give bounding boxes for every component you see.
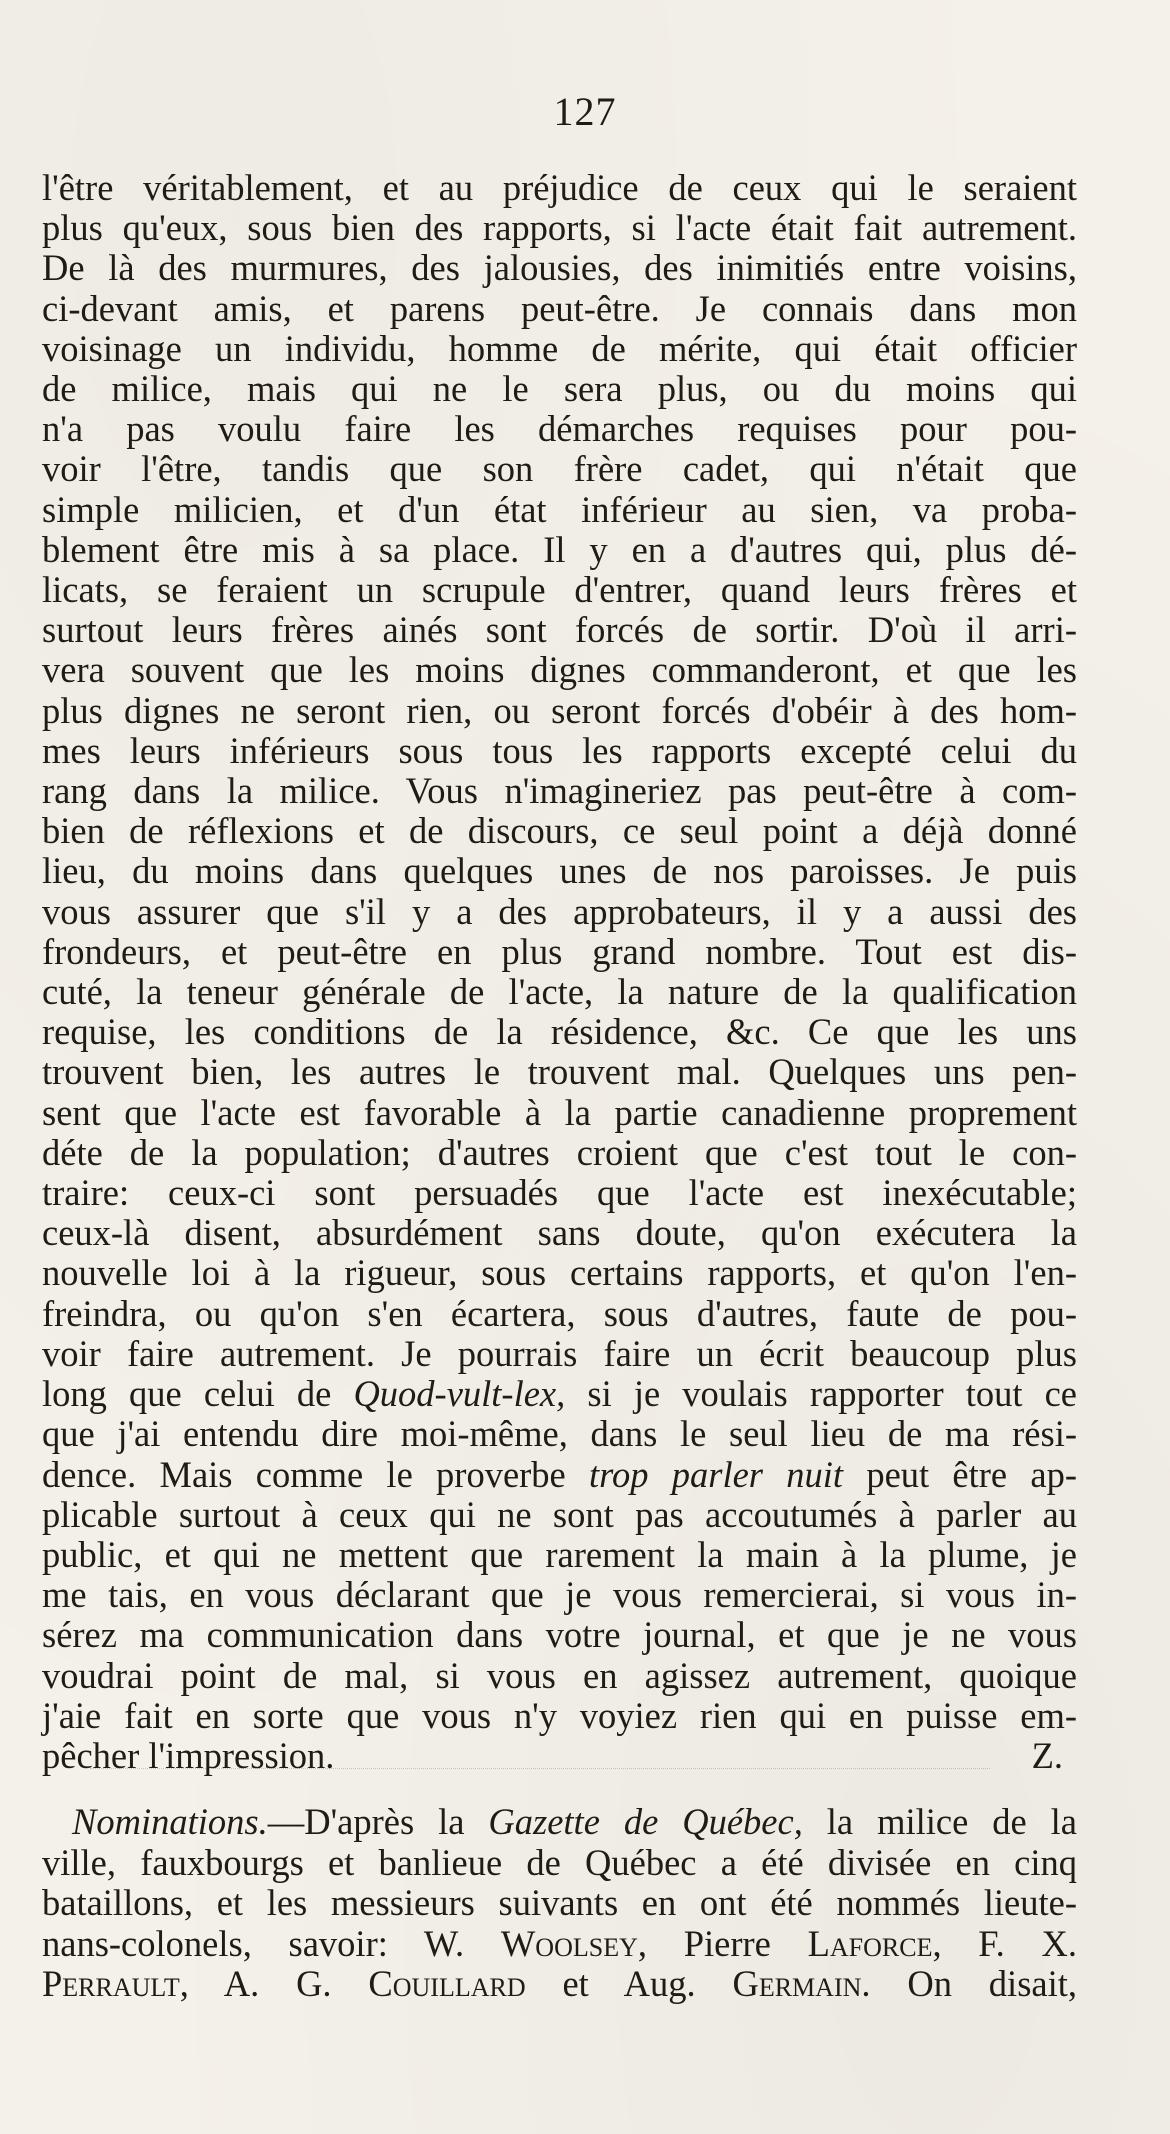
text-line: surtout leurs frères ainés sont forcés de sortir. D'où il arri- [42,609,1077,651]
text-fragment: peut être ap- [843,1453,1077,1495]
text-line: trouvent bien, les autres le trouvent mal. Quelques uns pen- [42,1051,1077,1093]
text-line [42,1802,1077,1843]
italic-proverb: trop parler nuit [589,1453,844,1495]
italic-title: Quod-vult-lex, [353,1373,566,1415]
person-name: Germain. [732,1963,871,2004]
text-line: bataillons, et les messieurs suivants en ont été nommés lieute- [42,1882,1077,1923]
text-line: frondeurs, et peut-être en plus grand nombre. Tout est dis- [42,930,1077,972]
text-line: j'aie fait en sorte que vous n'y voyiez rien qui en puisse em- [42,1694,1077,1736]
text-fragment: —D'après la [267,1801,489,1842]
text-line [42,1455,1077,1495]
section-divider [90,1768,990,1773]
text-line: plus dignes ne seront rien, ou seront forcés d'obéir à des hom- [42,689,1077,731]
text-line: voir l'être, tandis que son frère cadet, qui n'était que [42,448,1077,490]
person-name: Couillard [368,1963,526,2004]
text-line: freindra, ou qu'on s'en écartera, sous d'autres, faute de pou- [42,1292,1077,1334]
text-fragment: la milice de la [802,1801,1077,1842]
last-text-line: pêcher l'impression. [42,1734,335,1776]
person-name: Perrault, [42,1963,189,2004]
text-line [42,1924,1077,1965]
text-line: mes leurs inférieurs sous tous les rapports excepté celui du [42,729,1077,771]
text-line: voisinage un individu, homme de mérite, qui était officier [42,327,1077,369]
text-line: voudrai point de mal, si vous en agissez autrement, quoique [42,1654,1077,1696]
text-line: plicable surtout à ceux qui ne sont pas accoutumés à parler au [42,1493,1077,1535]
text-line: public, et qui ne mettent que rarement la main à la plume, je [42,1533,1077,1575]
text-line: lieu, du moins dans quelques unes de nos paroisses. Je puis [42,850,1077,892]
text-line: me tais, en vous déclarant que je vous remercierai, si vous in- [42,1574,1077,1616]
text-fragment: long que celui de [42,1373,354,1415]
text-line: blement être mis à sa place. Il y en a d'autres qui, plus dé- [42,528,1077,570]
text-fragment: dence. Mais comme le proverbe [42,1453,590,1495]
text-fragment: On disait, [870,1963,1078,2004]
text-fragment: et Aug. [525,1963,733,2004]
text-line: n'a pas voulu faire les démarches requises pour pou- [42,408,1077,450]
text-line: rang dans la milice. Vous n'imagineriez pas peut-être à com- [42,770,1077,812]
text-line: simple milicien, et d'un état inférieur au sien, va proba- [42,488,1077,530]
text-line: licats, se feraient un scrupule d'entrer, quand leurs frères et [42,569,1077,611]
page-number: 127 [553,89,617,134]
text-fragment: si je voulais rapporter tout ce [565,1373,1078,1415]
letter-body [42,168,1077,1776]
text-line: requise, les conditions de la résidence, &c. Ce que les uns [42,1011,1077,1053]
text-line: que j'ai entendu dire moi-même, dans le seul lieu de ma rési- [42,1413,1077,1455]
text-line: déte de la population; d'autres croient que c'est tout le con- [42,1131,1077,1173]
text-line: l'être véritablement, et au préjudice de ceux qui le seraient [42,167,1077,208]
text-line [42,1374,1077,1414]
text-line: nouvelle loi à la rigueur, sous certains rapports, et qu'on l'en- [42,1252,1077,1294]
text-line: de milice, mais qui ne le sera plus, ou du moins qui [42,368,1077,410]
text-fragment: Pierre [647,1922,808,1964]
text-fragment: nans-colonels, savoir: W. [42,1922,501,1964]
person-name: Laforce, [807,1922,942,1964]
text-line: sérez ma communication dans votre journal, et que je ne vous [42,1614,1077,1656]
person-name: Woolsey, [500,1922,647,1964]
text-line: ceux-là disent, absurdément sans doute, qu'on exécutera la [42,1212,1077,1254]
text-line: voir faire autrement. Je pourrais faire un écrit beaucoup plus [42,1332,1077,1374]
text-line: ci-devant amis, et parens peut-être. Je connais dans mon [42,287,1077,329]
text-line: De là des murmures, des jalousies, des inimitiés entre voisins, [42,247,1077,289]
text-fragment: A. G. [188,1963,369,2004]
text-line: sent que l'acte est favorable à la partie canadienne proprement [42,1091,1077,1133]
text-fragment: F. X. [941,1922,1077,1964]
text-line: cuté, la teneur générale de l'acte, la nature de la qualification [42,971,1077,1013]
text-line: traire: ceux-ci sont persuadés que l'acte est inexécutable; [42,1172,1077,1214]
nominations-paragraph [42,1802,1077,2005]
italic-title: Gazette de Québec, [488,1801,803,1842]
text-line: plus qu'eux, sous bien des rapports, si l'acte était fait autrement. [42,207,1077,249]
text-line: bien de réflexions et de discours, ce seul point a déjà donné [42,810,1077,852]
text-line: ville, fauxbourgs et banlieue de Québec a été divisée en cinq [42,1841,1077,1883]
text-line: vous assurer que s'il y a des approbateurs, il y a aussi des [42,890,1077,932]
section-heading: Nominations. [72,1801,268,1842]
text-line [42,1964,1077,2005]
signature: Z. [1031,1734,1063,1776]
text-line: vera souvent que les moins dignes commanderont, et que les [42,649,1077,691]
